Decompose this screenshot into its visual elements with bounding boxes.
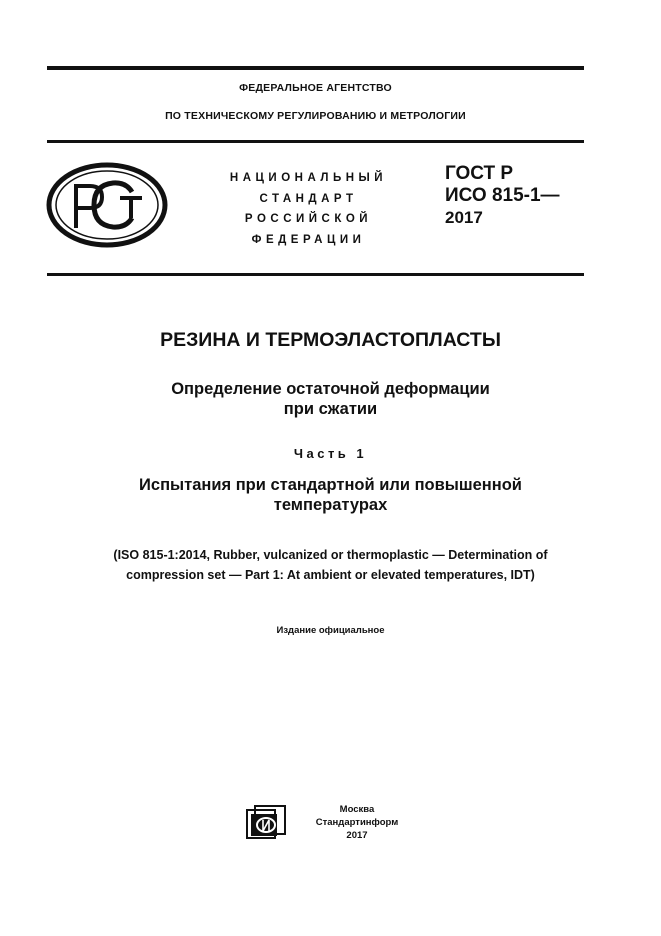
middle-rule-2 xyxy=(47,273,584,276)
subtitle-line-1: Определение остаточной деформации xyxy=(171,380,490,398)
part-title-line-1: Испытания при стандартной или повышенной xyxy=(139,476,522,494)
gost-r-logo-icon xyxy=(46,162,168,248)
agency-line-1: ФЕДЕРАЛЬНОЕ АГЕНТСТВО xyxy=(239,82,392,94)
agency-line-2: ПО ТЕХНИЧЕСКОМУ РЕГУЛИРОВАНИЮ И МЕТРОЛОГИИ xyxy=(165,110,466,122)
iso-line-2: compression set — Part 1: At ambient or elevated temperatures, IDT) xyxy=(126,568,535,582)
middle-rule-1 xyxy=(47,140,584,143)
publisher-year: 2017 xyxy=(346,830,368,841)
publisher-block xyxy=(302,803,412,842)
publisher-name: Стандартинформ xyxy=(315,817,399,828)
part-title xyxy=(0,475,661,515)
national-line-2: СТАНДАРТ xyxy=(259,192,358,205)
gost-year: 2017 xyxy=(445,208,483,227)
document-title: РЕЗИНА И ТЕРМОЭЛАСТОПЛАСТЫ xyxy=(160,329,501,351)
gost-designation xyxy=(445,163,605,229)
national-line-1: НАЦИОНАЛЬНЫЙ xyxy=(229,172,388,184)
iso-line-1: (ISO 815-1:2014, Rubber, vulcanized or thermoplastic — Determination of xyxy=(113,548,548,562)
top-rule xyxy=(47,66,584,70)
publisher-city: Москва xyxy=(339,804,375,815)
part-label: Часть 1 xyxy=(293,446,368,461)
national-line-4: ФЕДЕРАЦИИ xyxy=(251,233,366,246)
national-line-3: РОССИЙСКОЙ xyxy=(244,213,373,225)
part-title-line-2: температурах xyxy=(273,496,388,514)
iso-reference xyxy=(0,545,661,585)
subtitle-line-2: при сжатии xyxy=(283,400,378,418)
gost-line-2: ИСО 815-1— xyxy=(445,185,560,206)
gost-line-1: ГОСТ Р xyxy=(445,163,514,184)
official-edition-label: Издание официальное xyxy=(276,625,385,636)
national-standard-label xyxy=(196,168,421,250)
document-subtitle xyxy=(0,379,661,419)
standartinform-logo-icon xyxy=(246,805,288,843)
